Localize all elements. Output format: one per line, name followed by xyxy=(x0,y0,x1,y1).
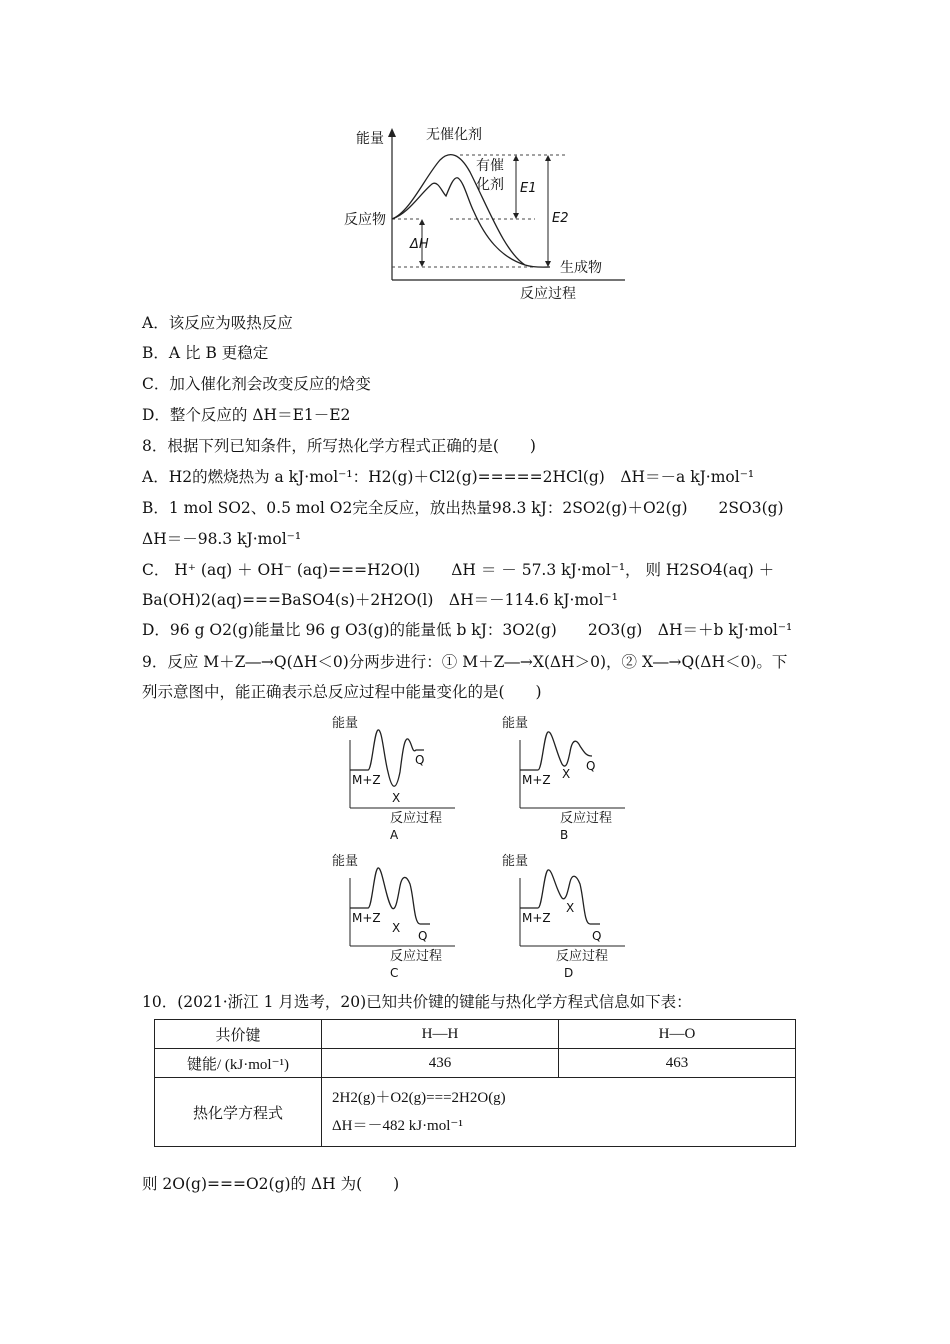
table-header-cell: H—O xyxy=(559,1020,796,1049)
intermediate-label: X xyxy=(566,901,575,915)
x-axis-label: 反应过程 xyxy=(560,811,613,826)
q10-stem: 10．(2021·浙江 1 月选考，20)已知共价键的键能与热化学方程式信息如下表： xyxy=(142,993,692,1011)
q9-diagram-d xyxy=(500,850,640,982)
y-axis-label-1: 能量 xyxy=(332,716,359,731)
q7-option-b: B．A 比 B 更稳定 xyxy=(142,344,269,362)
equation-line: 2H2(g)＋O2(g)===2H2O(g) xyxy=(332,1090,506,1106)
product-label: Q xyxy=(418,929,428,943)
diagram-label: A xyxy=(390,828,399,842)
table-cell: 热化学方程式 xyxy=(155,1078,322,1147)
catalyst-label-1: 有催 xyxy=(476,158,504,174)
product-label: Q xyxy=(415,753,425,767)
product-label: 生成物 xyxy=(560,260,602,276)
q8-option-c-line2: Ba(OH)2(aq)===BaSO4(s)＋2H2O(l) ΔH＝－114.6 kJ·mol⁻¹ xyxy=(142,591,618,609)
q7-option-c: C．加入催化剂会改变反应的焓变 xyxy=(142,375,371,393)
table-cell: 键能/ (kJ·mol⁻¹) xyxy=(155,1049,322,1078)
reactant-label: 反应物 xyxy=(344,212,386,228)
q9-stem-line1: 9．反应 M＋Z―→Q(ΔH＜0)分两步进行：① M＋Z―→X(ΔH＞0)，② X―→Q(ΔH＜0)。下 xyxy=(142,653,788,671)
product-label: Q xyxy=(592,929,602,943)
q8-stem: 8．根据下列已知条件，所写热化学方程式正确的是( ) xyxy=(142,437,536,455)
delta-h-label: ΔH xyxy=(410,237,429,252)
q9-diagram-a xyxy=(330,712,470,844)
delta-h-line: ΔH＝－482 kJ·mol⁻¹ xyxy=(332,1118,463,1134)
q8-option-a: A．H2的燃烧热为 a kJ·mol⁻¹：H2(g)＋Cl2(g)=====2HCl(g) ΔH＝－a kJ·mol⁻¹ xyxy=(142,468,755,486)
q7-option-d: D．整个反应的 ΔH＝E1－E2 xyxy=(142,406,351,424)
x-axis-label: 反应过程 xyxy=(390,811,443,826)
reactant-label: M+Z xyxy=(522,773,551,787)
table-cell: 463 xyxy=(559,1049,796,1078)
x-axis-label: 反应过程 xyxy=(390,949,443,964)
q10-question: 则 2O(g)===O2(g)的 ΔH 为( ) xyxy=(142,1175,400,1193)
table-cell: 436 xyxy=(322,1049,559,1078)
table-cell xyxy=(322,1078,796,1147)
product-label: Q xyxy=(586,759,596,773)
diagram-label: D xyxy=(564,966,574,980)
intermediate-label: X xyxy=(392,791,401,805)
energy-diagram-catalyst xyxy=(340,122,630,307)
q9-stem-line2: 列示意图中，能正确表示总反应过程中能量变化的是( ) xyxy=(142,683,542,701)
y-axis-label: 能量 xyxy=(356,131,384,147)
reactant-label: M+Z xyxy=(352,911,381,925)
q9-diagram-b xyxy=(500,712,640,844)
q8-option-c-line1: C． H⁺ (aq) ＋ OH⁻ (aq)===H2O(l) ΔH ＝ － 57.3 kJ·mol⁻¹， 则 H2SO4(aq) ＋ xyxy=(142,561,775,579)
table-row xyxy=(155,1020,796,1049)
e2-label: E2 xyxy=(552,211,569,226)
catalyst-label-2: 化剂 xyxy=(476,177,504,193)
table-row xyxy=(155,1078,796,1147)
y-axis-label-1: 能量 xyxy=(502,854,529,869)
x-axis-label: 反应过程 xyxy=(556,949,609,964)
q7-option-a: A．该反应为吸热反应 xyxy=(142,314,293,332)
intermediate-label: X xyxy=(562,767,571,781)
q8-option-b-line2: ΔH＝－98.3 kJ·mol⁻¹ xyxy=(142,530,302,548)
reactant-label: M+Z xyxy=(522,911,551,925)
bond-energy-table xyxy=(154,1019,796,1147)
q8-option-d: D．96 g O2(g)能量比 96 g O3(g)的能量低 b kJ：3O2(g) 2O3(g) ΔH＝＋b kJ·mol⁻¹ xyxy=(142,621,793,639)
table-row xyxy=(155,1049,796,1078)
no-catalyst-label: 无催化剂 xyxy=(426,127,482,143)
table-header-cell: H—H xyxy=(322,1020,559,1049)
e1-label: E1 xyxy=(520,181,537,196)
x-axis-label: 反应过程 xyxy=(520,286,576,302)
q9-diagram-c xyxy=(330,850,470,982)
intermediate-label: X xyxy=(392,921,401,935)
q8-option-b-line1: B．1 mol SO2、0.5 mol O2完全反应，放出热量98.3 kJ：2SO2(g)＋O2(g) 2SO3(g) xyxy=(142,499,784,517)
diagram-label: B xyxy=(560,828,569,842)
y-axis-label-1: 能量 xyxy=(502,716,529,731)
table-header-cell: 共价键 xyxy=(155,1020,322,1049)
y-axis-label-1: 能量 xyxy=(332,854,359,869)
diagram-label: C xyxy=(390,966,399,980)
reactant-label: M+Z xyxy=(352,773,381,787)
